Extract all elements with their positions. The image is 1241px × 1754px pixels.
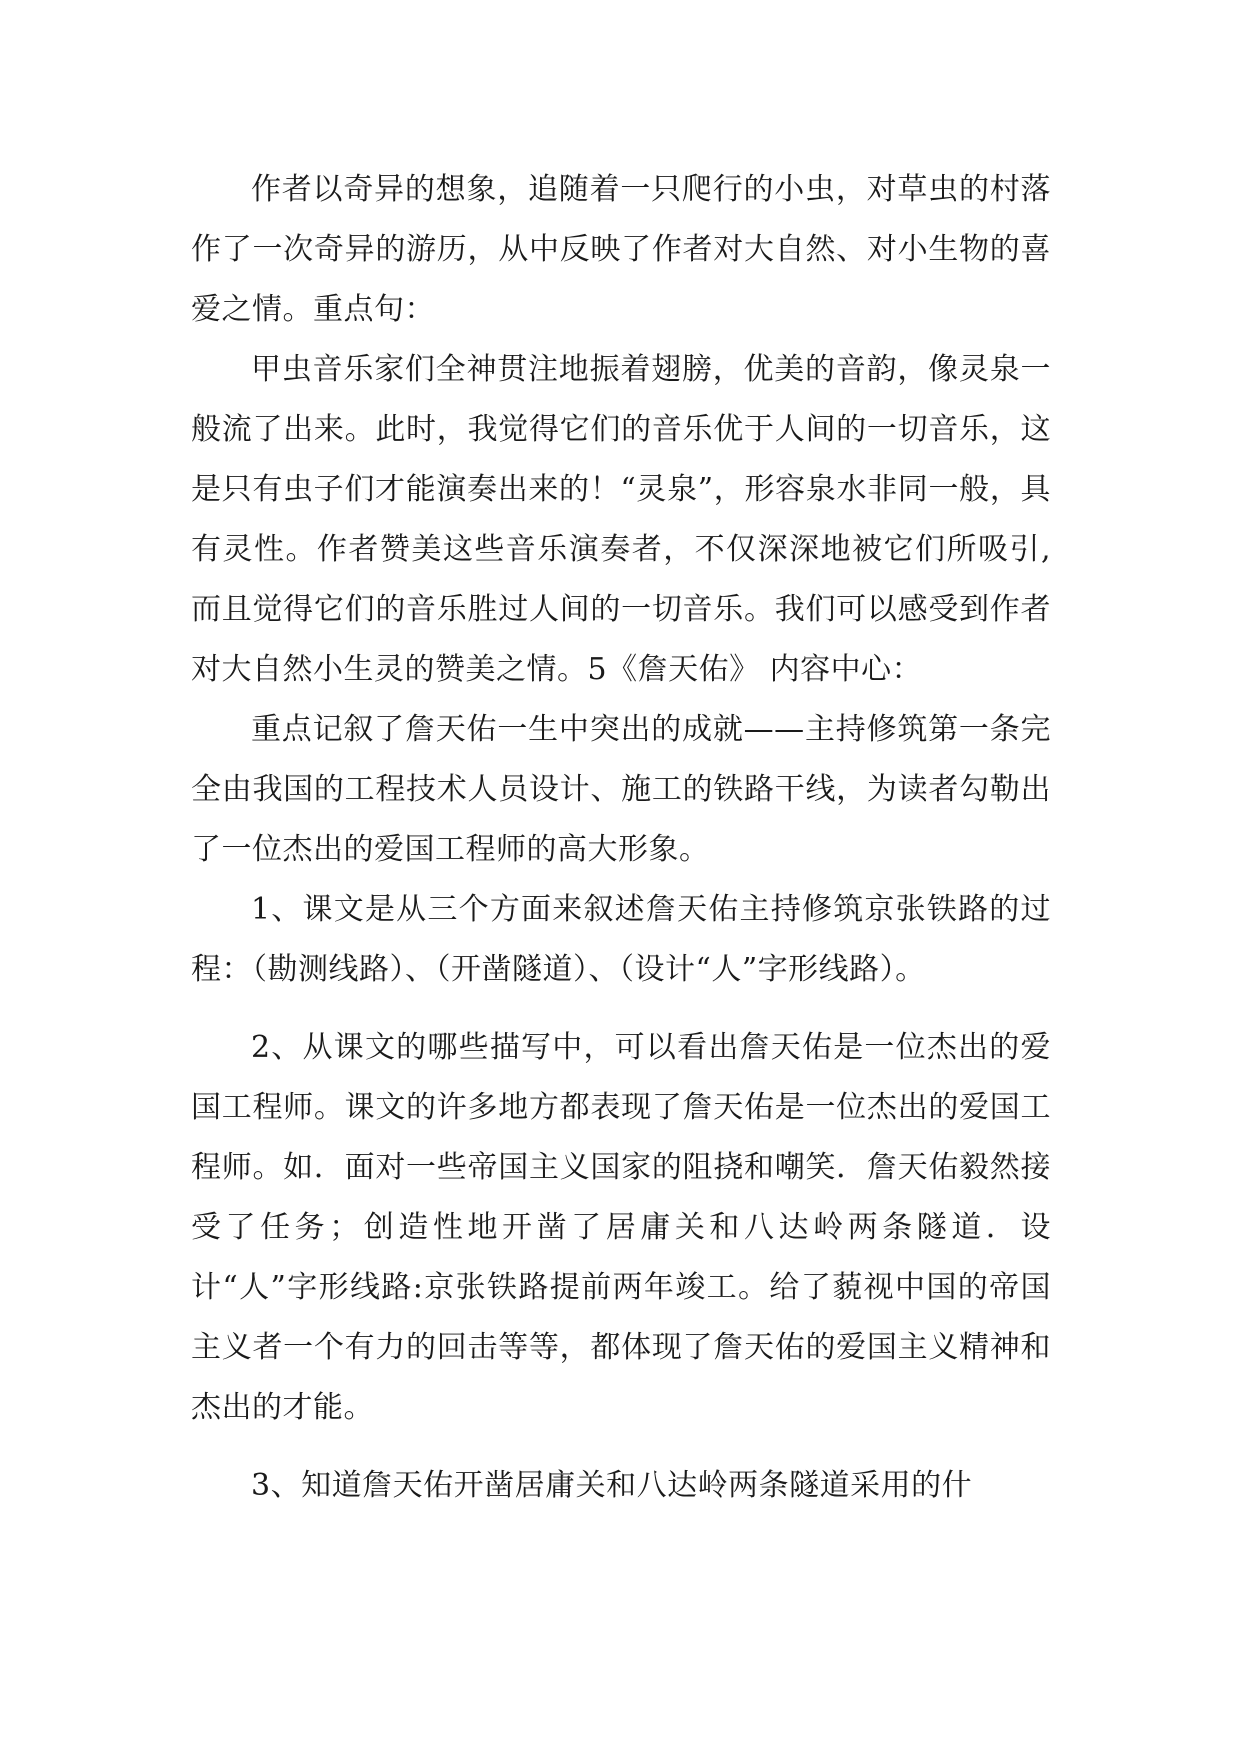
paragraph-point-3: 3、知道詹天佑开凿居庸关和八达岭两条隧道采用的什 (251, 1468, 973, 1503)
document-body (191, 160, 1051, 1516)
paragraph-beetle-musicians: 甲虫音乐家们全神贯注地振着翅膀，优美的音韵，像灵泉一般流了出来。此时，我觉得它们的音乐优于人间的一切音乐，这是只有虫子们才能演奏出来的！“灵泉”，形容泉水非同一般，具有灵性。作者赞美这些音乐演奏者，不仅深深地被它们所吸引,而且觉得它们的音乐胜过人间的一切音乐。我们可以感受到作者对大自然小生灵的赞美之情。5《詹天佑》 内容中心： (191, 352, 1051, 687)
paragraph-insect-village-summary: 作者以奇异的想象，追随着一只爬行的小虫，对草虫的村落作了一次奇异的游历，从中反映了作者对大自然、对小生物的喜爱之情。重点句： (191, 172, 1051, 327)
paragraph-point-2: 2、从课文的哪些描写中，可以看出詹天佑是一位杰出的爱国工程师。课文的许多地方都表现了詹天佑是一位杰出的爱国工程师。如．面对一些帝国主义国家的阻挠和嘲笑．詹天佑毅然接受了任务；创造性地开凿了居庸关和八达岭两条隧道．设计“人”字形线路:京张铁路提前两年竣工。给了藐视中国的帝国主义者一个有力的回击等等，都体现了詹天佑的爱国主义精神和杰出的才能。 (191, 1030, 1051, 1425)
paragraph-point-1: 1、课文是从三个方面来叙述詹天佑主持修筑京张铁路的过程：（勘测线路）、（开凿隧道）、（设计“人”字形线路）。 (191, 892, 1051, 987)
paragraph-zhan-tianyou-center: 重点记叙了詹天佑一生中突出的成就——主持修筑第一条完全由我国的工程技术人员设计、施工的铁路干线，为读者勾勒出了一位杰出的爱国工程师的高大形象。 (191, 712, 1051, 867)
